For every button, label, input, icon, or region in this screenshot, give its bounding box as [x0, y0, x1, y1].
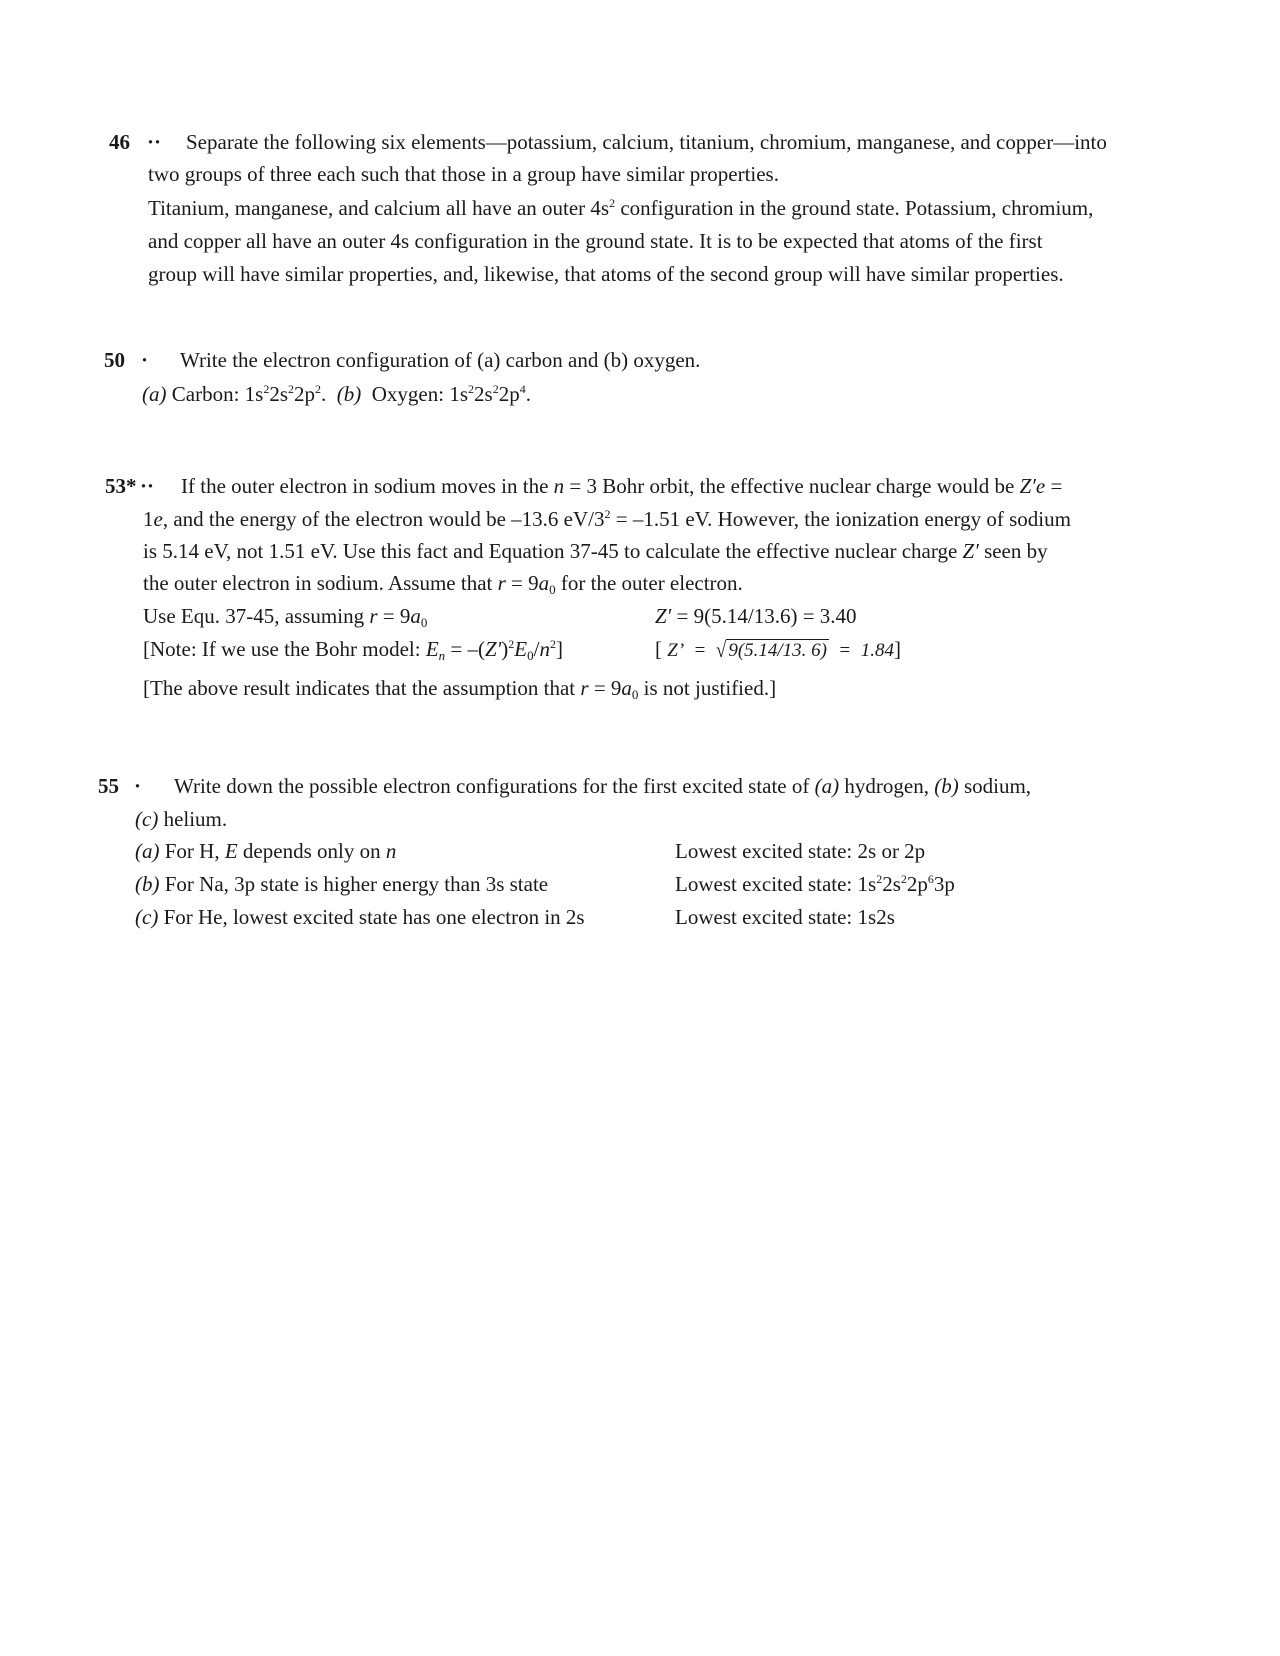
problem-number: 53*	[105, 474, 137, 498]
problem-number: 55	[98, 774, 119, 798]
question-line: Separate the following six elements—potassium, calcium, titanium, chromium, manganese, and copper—into	[186, 130, 1107, 154]
conclusion-line: [The above result indicates that the assumption that $r = 9a_0$ is not justified.]	[143, 676, 777, 702]
question-line: is 5.14 eV, not 1.51 eV. Use this fact and Equation 37-45 to calculate the effective nuclear charge Z′ seen by	[143, 539, 1048, 563]
question-line: Write down the possible electron configurations for the first excited state of (a) hydrogen, (b) sodium,	[174, 774, 1032, 798]
answer-line: Use Equ. 37-45, assuming $r = 9a_0$	[143, 604, 428, 630]
problem-number: 50	[104, 348, 125, 372]
answer-line: (a) For H, E depends only on n	[135, 839, 397, 863]
answer-result: Lowest excited state: 2s or 2p	[675, 839, 926, 863]
note-line: [Note: If we use the Bohr model: $E_n = -(Z')^2E_0/n^2$]	[143, 637, 563, 663]
question-line: two groups of three each such that those in a group have similar properties.	[148, 162, 779, 186]
question-line: Write the electron configuration of (a) carbon and (b) oxygen.	[180, 348, 701, 372]
question-line: If the outer electron in sodium moves in the n = 3 Bohr orbit, the effective nuclear charge would be Z′e =	[181, 474, 1063, 498]
answer-line: (a) Carbon: $1s^22s^22p^2$. (b) Oxygen: $1s^22s^22p^4$.	[142, 382, 531, 406]
answer-result: Z′ = 9(5.14/13.6) = 3.40	[655, 604, 857, 628]
problem-number: 46	[109, 130, 130, 154]
difficulty-marker: ··	[147, 130, 162, 154]
answer-result: Lowest excited state: $1s^22s^22p^63p$	[675, 872, 955, 896]
difficulty-marker: ·	[141, 348, 149, 372]
difficulty-marker: ··	[140, 474, 155, 498]
question-line: the outer electron in sodium. Assume that $r = 9a_0$ for the outer electron.	[143, 571, 743, 597]
answer-line: Titanium, manganese, and calcium all have an outer $4s^2$ configuration in the ground state. Potassium, chromium,	[148, 196, 1094, 220]
bohr-result: [ Z’ = √ 9(5.14/13. 6) = 1.84]	[655, 633, 901, 667]
square-root: √ 9(5.14/13. 6)	[715, 638, 827, 663]
answer-line: (c) For He, lowest excited state has one electron in 2s	[135, 905, 585, 929]
question-line: (c) helium.	[135, 807, 228, 831]
question-line: 1e, and the energy of the electron would be –13.6 $eV/3^2 = -1.51$ eV. However, the ionization energy of sodium	[143, 507, 1071, 531]
difficulty-marker: ·	[134, 774, 142, 798]
answer-result: Lowest excited state: 1s2s	[675, 905, 895, 929]
answer-line: (b) For Na, 3p state is higher energy than 3s state	[135, 872, 549, 896]
answer-line: and copper all have an outer 4s configuration in the ground state. It is to be expected that atoms of the first	[148, 229, 1043, 253]
answer-line: group will have similar properties, and, likewise, that atoms of the second group will have similar properties.	[148, 262, 1064, 286]
